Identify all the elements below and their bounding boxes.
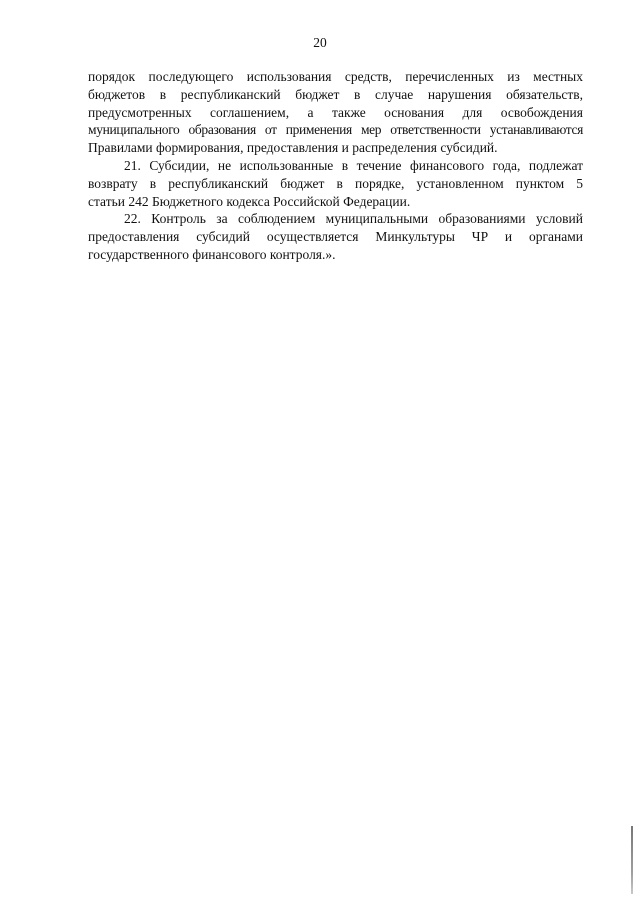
- paragraph-22: [88, 210, 583, 263]
- text-line: государственного финансового контроля.».: [88, 246, 336, 262]
- document-text: [88, 68, 583, 264]
- text-line: возврату в республиканский бюджет в порядке, установленном пунктом 5: [88, 175, 583, 191]
- scan-edge-mark: [631, 826, 633, 894]
- text-line: 22. Контроль за соблюдением муниципальными образованиями условий: [124, 211, 583, 227]
- text-line: предоставления субсидий осуществляется Минкультуры ЧР и органами: [88, 229, 583, 245]
- text-line: бюджетов в республиканский бюджет в случае нарушения обязательств,: [88, 86, 583, 102]
- page-number: 20: [313, 35, 327, 50]
- text-line: предусмотренных соглашением, а также основания для освобождения: [88, 104, 583, 120]
- paragraph-continuation: [88, 68, 583, 157]
- text-line: статьи 242 Бюджетного кодекса Российской Федерации.: [88, 193, 411, 209]
- text-line: порядок последующего использования средств, перечисленных из местных: [88, 69, 583, 84]
- paragraph-21: [88, 157, 583, 210]
- text-line: муниципального образования от применения мер ответственности устанавливаются: [88, 122, 583, 138]
- text-line: 21. Субсидии, не использованные в течение финансового года, подлежат: [124, 157, 583, 173]
- text-line: Правилами формирования, предоставления и распределения субсидий.: [88, 140, 498, 156]
